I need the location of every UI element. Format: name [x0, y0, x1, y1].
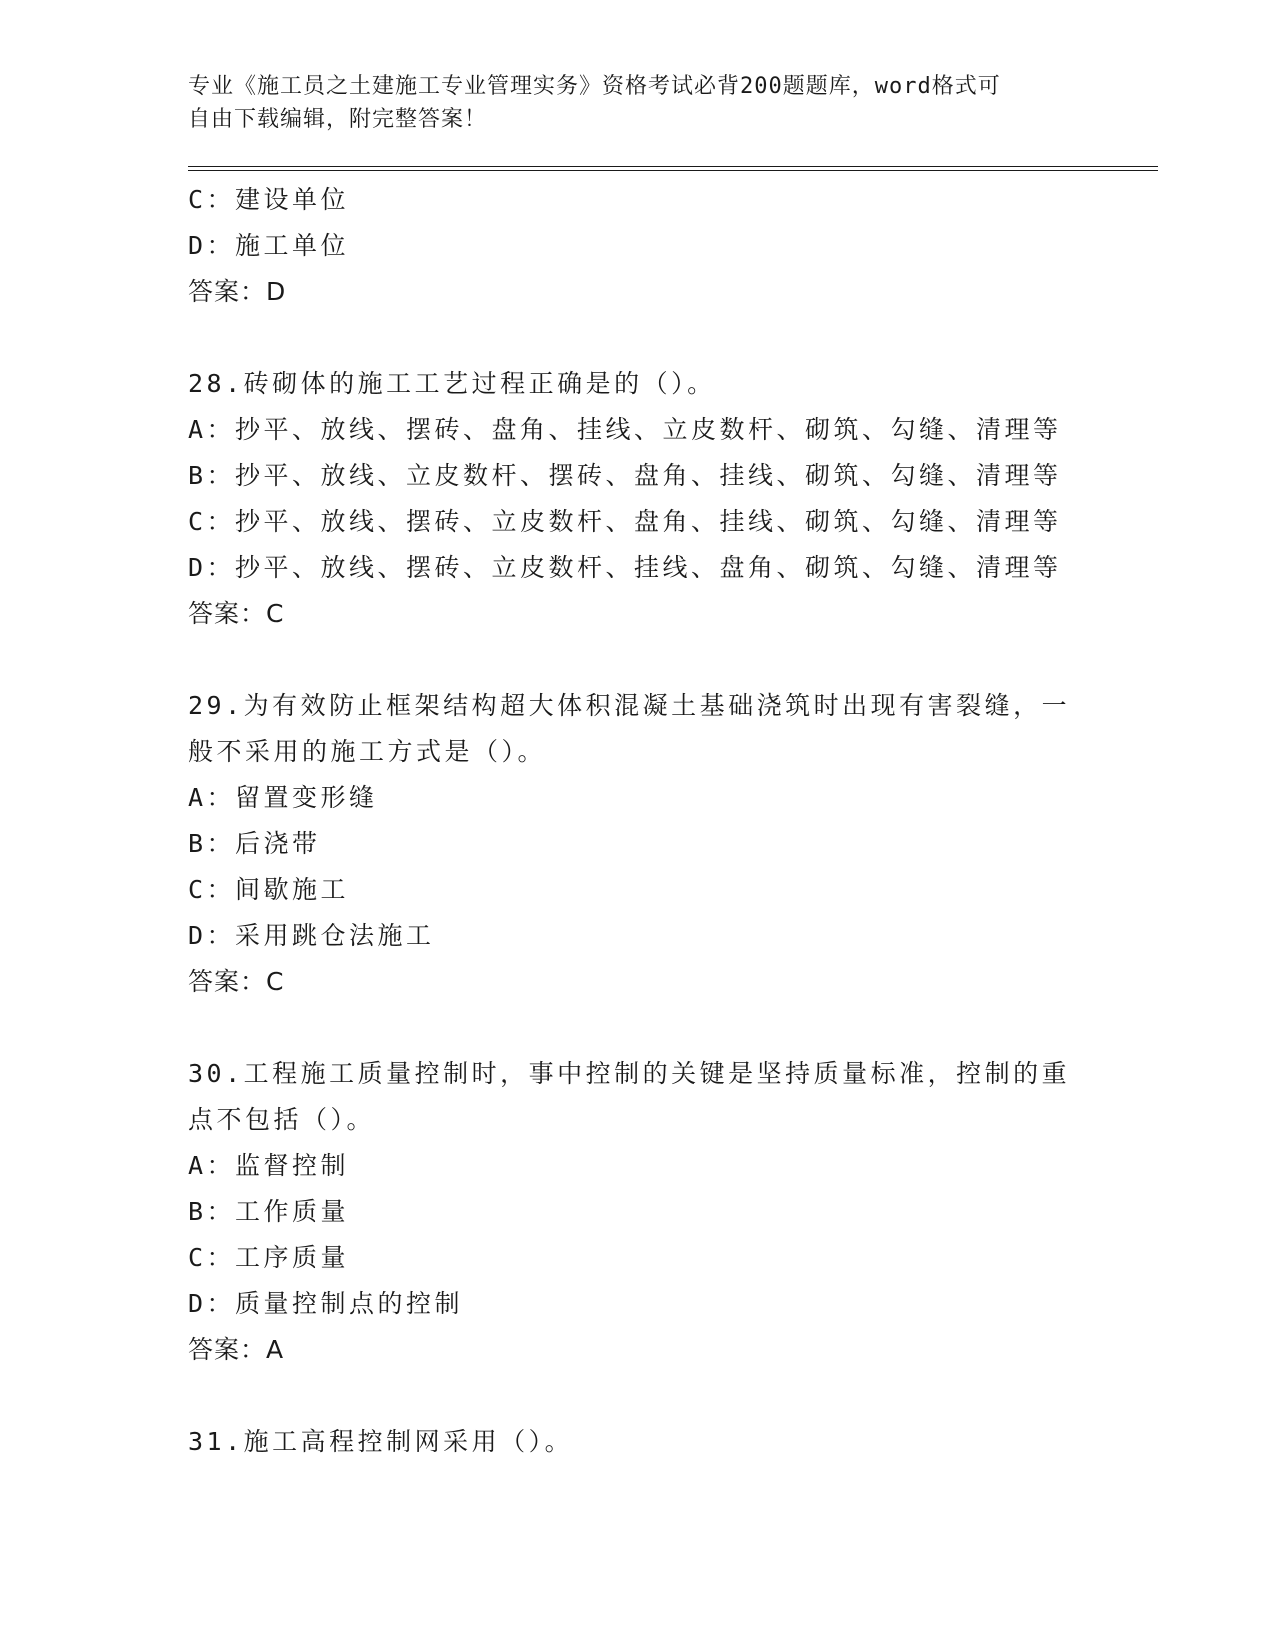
q30-answer: 答案：A [188, 1335, 285, 1364]
question-29 [188, 683, 1158, 1005]
q27-option-d: D：施工单位 [188, 231, 350, 260]
document-page [188, 70, 1158, 1465]
q28-option-d: D：抄平、放线、摆砖、立皮数杆、挂线、盘角、砌筑、勾缝、清理等 [188, 553, 1062, 582]
question-28 [188, 361, 1158, 637]
q29-stem-line-2: 般不采用的施工方式是（）。 [188, 737, 547, 766]
spacer [188, 1373, 1158, 1419]
q29-option-a: A：留置变形缝 [188, 783, 378, 812]
q28-option-c: C：抄平、放线、摆砖、立皮数杆、盘角、挂线、砌筑、勾缝、清理等 [188, 507, 1062, 536]
question-list [188, 177, 1158, 1465]
q27-answer: 答案：D [188, 277, 287, 306]
q30-stem-line-2: 点不包括（）。 [188, 1105, 376, 1134]
question-27-tail [188, 177, 1158, 315]
q31-stem: 31.施工高程控制网采用（）。 [188, 1427, 574, 1456]
q29-option-d: D：采用跳仓法施工 [188, 921, 435, 950]
q28-option-a: A：抄平、放线、摆砖、盘角、挂线、立皮数杆、砌筑、勾缝、清理等 [188, 415, 1062, 444]
q29-answer: 答案：C [188, 967, 285, 996]
q30-option-d: D：质量控制点的控制 [188, 1289, 464, 1318]
spacer [188, 1005, 1158, 1051]
header-title-line-2: 自由下载编辑，附完整答案！ [188, 107, 488, 132]
question-31 [188, 1419, 1158, 1465]
spacer [188, 637, 1158, 683]
question-30 [188, 1051, 1158, 1373]
q30-option-c: C：工序质量 [188, 1243, 350, 1272]
q27-option-c: C：建设单位 [188, 185, 350, 214]
q29-stem-line-1: 29.为有效防止框架结构超大体积混凝土基础浇筑时出现有害裂缝，一 [188, 691, 1071, 720]
q29-option-c: C：间歇施工 [188, 875, 350, 904]
q28-answer: 答案：C [188, 599, 285, 628]
q30-stem-line-1: 30.工程施工质量控制时，事中控制的关键是坚持质量标准，控制的重 [188, 1059, 1071, 1088]
header-divider [188, 166, 1158, 171]
q28-option-b: B：抄平、放线、立皮数杆、摆砖、盘角、挂线、砌筑、勾缝、清理等 [188, 461, 1062, 490]
q28-stem: 28.砖砌体的施工工艺过程正确是的（）。 [188, 369, 716, 398]
header-title-line-1: 专业《施工员之土建施工专业管理实务》资格考试必背200题题库，word格式可 [188, 74, 1001, 99]
spacer [188, 315, 1158, 361]
q29-option-b: B：后浇带 [188, 829, 321, 858]
document-header [188, 70, 1068, 136]
q30-option-b: B：工作质量 [188, 1197, 350, 1226]
q30-option-a: A：监督控制 [188, 1151, 350, 1180]
